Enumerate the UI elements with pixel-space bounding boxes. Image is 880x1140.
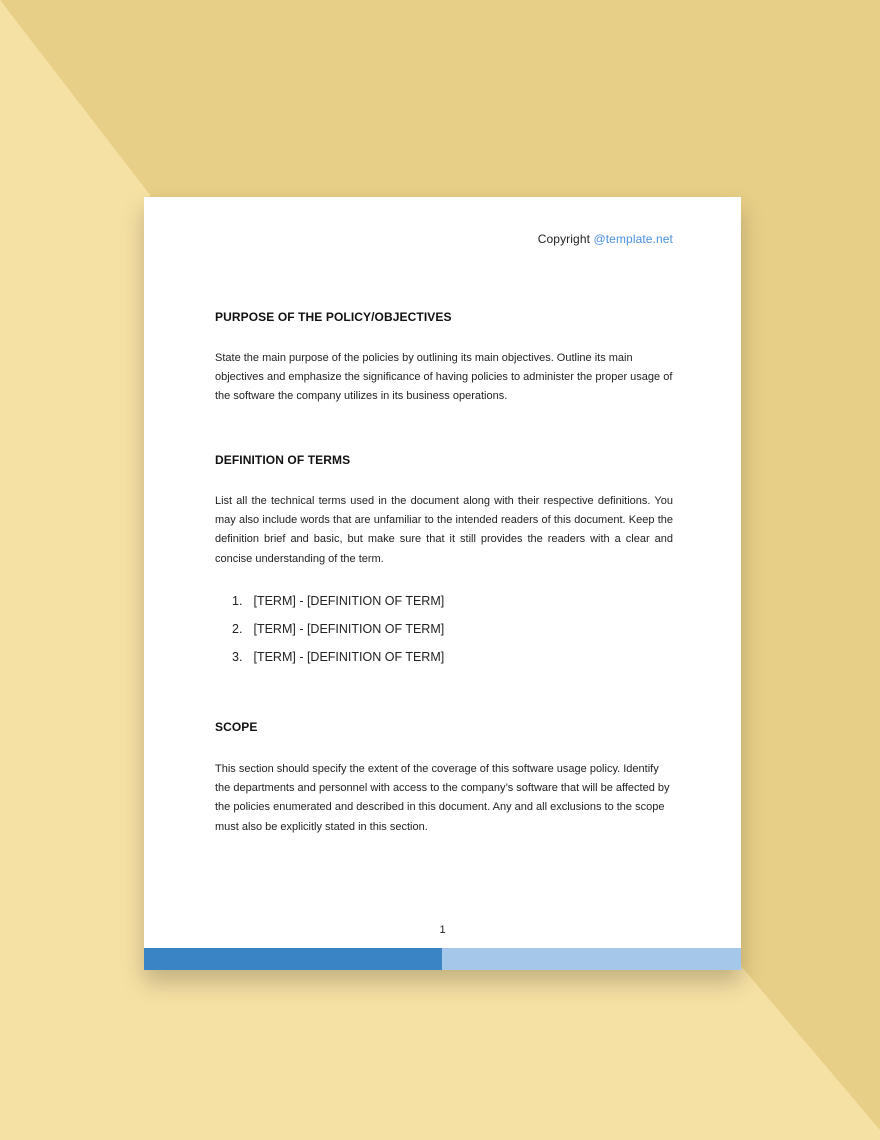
page-number: 1 — [439, 924, 446, 936]
list-item — [232, 643, 444, 671]
list-item-text: [TERM] - [DEFINITION OF TERM] — [253, 594, 445, 608]
terms-list — [232, 587, 444, 671]
list-item — [232, 587, 444, 615]
list-item-number: 2. — [232, 622, 243, 636]
footer-bar-dark-segment — [144, 948, 442, 970]
list-item-number: 3. — [232, 650, 243, 664]
footer-bar — [144, 948, 741, 970]
document-page — [144, 197, 741, 970]
copyright-notice — [538, 232, 673, 246]
list-item-text: [TERM] - [DEFINITION OF TERM] — [253, 650, 445, 664]
section-body-purpose: State the main purpose of the policies by outlining its main objectives. Outline its main objectives and emphasize the significance of having policies to administer the proper usage of the software the company utilizes in its business operations. — [215, 352, 673, 403]
list-item-number: 1. — [232, 594, 243, 608]
copyright-label: Copyright — [537, 232, 591, 246]
copyright-link[interactable]: @template.net — [593, 232, 673, 246]
section-body-definitions: List all the technical terms used in the document along with their respective definitions. You may also include words that are unfamiliar to the intended readers of this document. Keep the definition brief and basic, but make sure that it still provides the readers with a clear and concise understanding of the term. — [215, 495, 673, 565]
section-heading-definitions: DEFINITION OF TERMS — [215, 453, 351, 467]
list-item-text: [TERM] - [DEFINITION OF TERM] — [253, 622, 445, 636]
footer-bar-light-segment — [442, 948, 741, 970]
list-item — [232, 615, 444, 643]
section-heading-purpose: PURPOSE OF THE POLICY/OBJECTIVES — [215, 310, 452, 324]
section-body-scope: This section should specify the extent of the coverage of this software usage policy. Identify the departments and personnel with access to the company’s software that will be affected by the policies enumerated and described in this document. Any and all exclusions to the scope must also be explicitly stated in this section. — [215, 763, 670, 833]
section-heading-scope: SCOPE — [215, 720, 258, 734]
